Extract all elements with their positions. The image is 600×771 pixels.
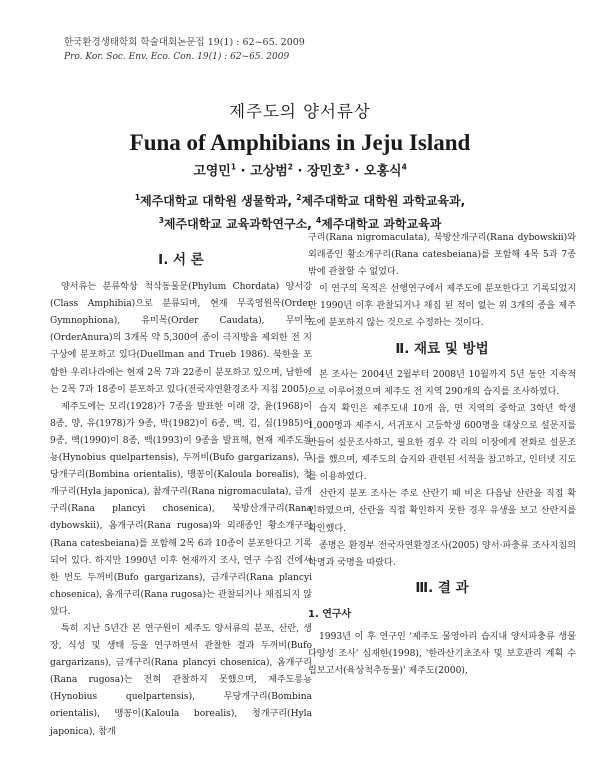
paragraph: 본 조사는 2004년 2월부터 2008년 10월까지 5년 동안 지속적으로 이루어졌으며 제주도 전 지역 290개의 습지를 조사하였다. — [308, 369, 576, 397]
paragraph: 1993년 이 후 연구인 '제주도 물영아리 습지내 양서파충류 생물 다양성 조사' 심재한(1998), '한라산기초조사 및 보호관리 계획 수립보고서(육상척추동물)' 제주도(2000), — [308, 631, 576, 677]
title-english: Funa of Amphibians in Jeju Island — [129, 130, 471, 155]
paragraph: 구리(Rana nigromaculata), 북방산개구리(Rana dybowskii)와 외래종인 황소개구리(Rana catesbeiana)를 포함해 4목 5과 7종밖에 관찰할 수 없었다. — [308, 233, 576, 278]
journal-header-korean: 한국환경생태학회 학술대회논문집 19(1) : 62~65. 2009 — [64, 37, 305, 48]
author-list: 고영민$^1$ · 고상범$^2$ · 장민호$^3$ · 오홍식$^4$ — [193, 162, 407, 179]
paragraph: 특히 지난 5년간 본 연구원이 제주도 양서류의 분포, 산란, 생장, 식성 및 생태 등을 연구하면서 관찰한 결과 두꺼비(Bufo gargarizans), 금개구리(Rana plancyi chosenica), 옴개구리(Rana rugosa)는 전혀 관찰하지 못했으며, 제주도롱뇽(Hynobius quelpartensis), 무당개구리(Bombina orientalis), 맹꽁이(Kaloula borealis), 청개구리(Hyla japonica), 참개 — [50, 623, 312, 737]
affiliation: 제주대학교 대학원 과학교육과 — [301, 194, 461, 208]
left-column — [50, 252, 312, 741]
right-column — [308, 230, 576, 680]
section-heading-methods: Ⅱ. 재료 및 방법 — [395, 340, 489, 357]
affiliation: 제주대학교 대학원 생물학과 — [140, 194, 288, 208]
paragraph: 이 연구의 목적은 선행연구에서 제주도에 분포한다고 기록되었지만 1990년 이후 관찰되거나 채집 된 적이 없는 위 3개의 종을 제주도에 분포하지 않는 것으로 수정하는 것이다. — [308, 284, 576, 329]
author-name: 고상범 — [250, 164, 288, 179]
section-heading-intro: Ⅰ. 서 론 — [158, 252, 204, 268]
author-name: 장민호 — [307, 164, 345, 179]
paragraph: 양서류는 분류학상 척삭동물문(Phylum Chordata) 양서강(Class Amphibia)으로 분류되며, 현재 무족영원목(Order Gymnophiona), 유미목(Order Caudata), 무미목(OrderAnura)의 3개목 약 5,300여 종이 극지방을 제외한 전 지구상에 분포하고 있다(Duellman and Trueb 1986). 북한을 포함한 우리나라에는 현재 2목 7과 22종이 분포하고 있으며, 남한에는 2목 7과 18종이 분포하고 있다(전국자연환경조사 지침 2005). — [50, 282, 312, 395]
affiliation: 제주대학교 과학교육과 — [321, 217, 442, 231]
author-name: 고영민 — [193, 164, 231, 179]
title-korean: 제주도의 양서류상 — [229, 102, 371, 121]
journal-header — [64, 36, 305, 64]
journal-header-english: Pro. Kor. Soc. Env. Eco. Con. 19(1) : 62~65. 2009 — [64, 52, 290, 62]
subsection-heading: 1. 연구사 — [308, 608, 352, 620]
paragraph: 제주도에는 모리(1928)가 7종을 발표한 이래 강, 윤(1968)이 8종, 양, 유(1978)가 9종, 박(1982)이 6종, 백, 김, 심(1985)이 9종, 백(1990)이 8종, 백(1993)이 9종을 발표해, 현재 제주도롱뇽(Hynobius quelpartensis), 두꺼비(Bufo gargarizans), 무당개구리(Bombina orientalis), 맹꽁이(Kaloula borealis), 청개구리(Hyla japonica), 참개구리(Rana nigromaculata), 금개구리(Rana plancyi chosenica), 북방산개구리(Rana dybowskii), 옴개구리(Rana rugosa)와 외래종인 황소개구리(Rana catesbeiana)를 포함해 2목 6과 10종이 분포한다고 기록되어 있다. 하지만 1990년 이후 현재까지 조사, 연구 수집 건에서 한 번도 두꺼비(Bufo gargarizans), 금개구리(Rana plancyi chosenica), 옴개구리(Rana rugosa)는 관찰되거나 채집되지 않았다. — [50, 401, 312, 617]
section-heading-results: Ⅲ. 결 과 — [415, 579, 469, 596]
affiliation-list: $^1$제주대학교 대학원 생물학과, $^2$제주대학교 대학원 과학교육과, $^3$제주대학교 교육과학연구소, $^4$제주대학교 과학교육과 — [134, 193, 466, 231]
affiliation: 제주대학교 교육과학연구소 — [163, 217, 308, 231]
paragraph: 산란지 분포 조사는 주로 산란기 때 비온 다음날 산란을 직접 확인하였으며, 산란을 직접 확인하지 못한 경우 유생을 보고 산란지를 확인했다. — [308, 489, 576, 534]
paragraph: 종명은 환경부 전국자연환경조사(2005) 양서·파충류 조사지침의 학명과 국명을 따랐다. — [308, 540, 576, 568]
author-name: 오홍식 — [363, 164, 402, 179]
paragraph: 습지 확인은 제주도내 10개 읍, 면 지역의 중학교 3학년 학생 1,000명과 제주시, 서귀포시 고등학생 600명을 대상으로 설문지를 만들어 설문조사하고, 필요한 경우 각 리의 이장에게 전화로 설문조사를 했으며, 제주도의 습지와 관련된 서적을 참고하고, 인터넷 지도를 이용하였다. — [308, 403, 576, 483]
